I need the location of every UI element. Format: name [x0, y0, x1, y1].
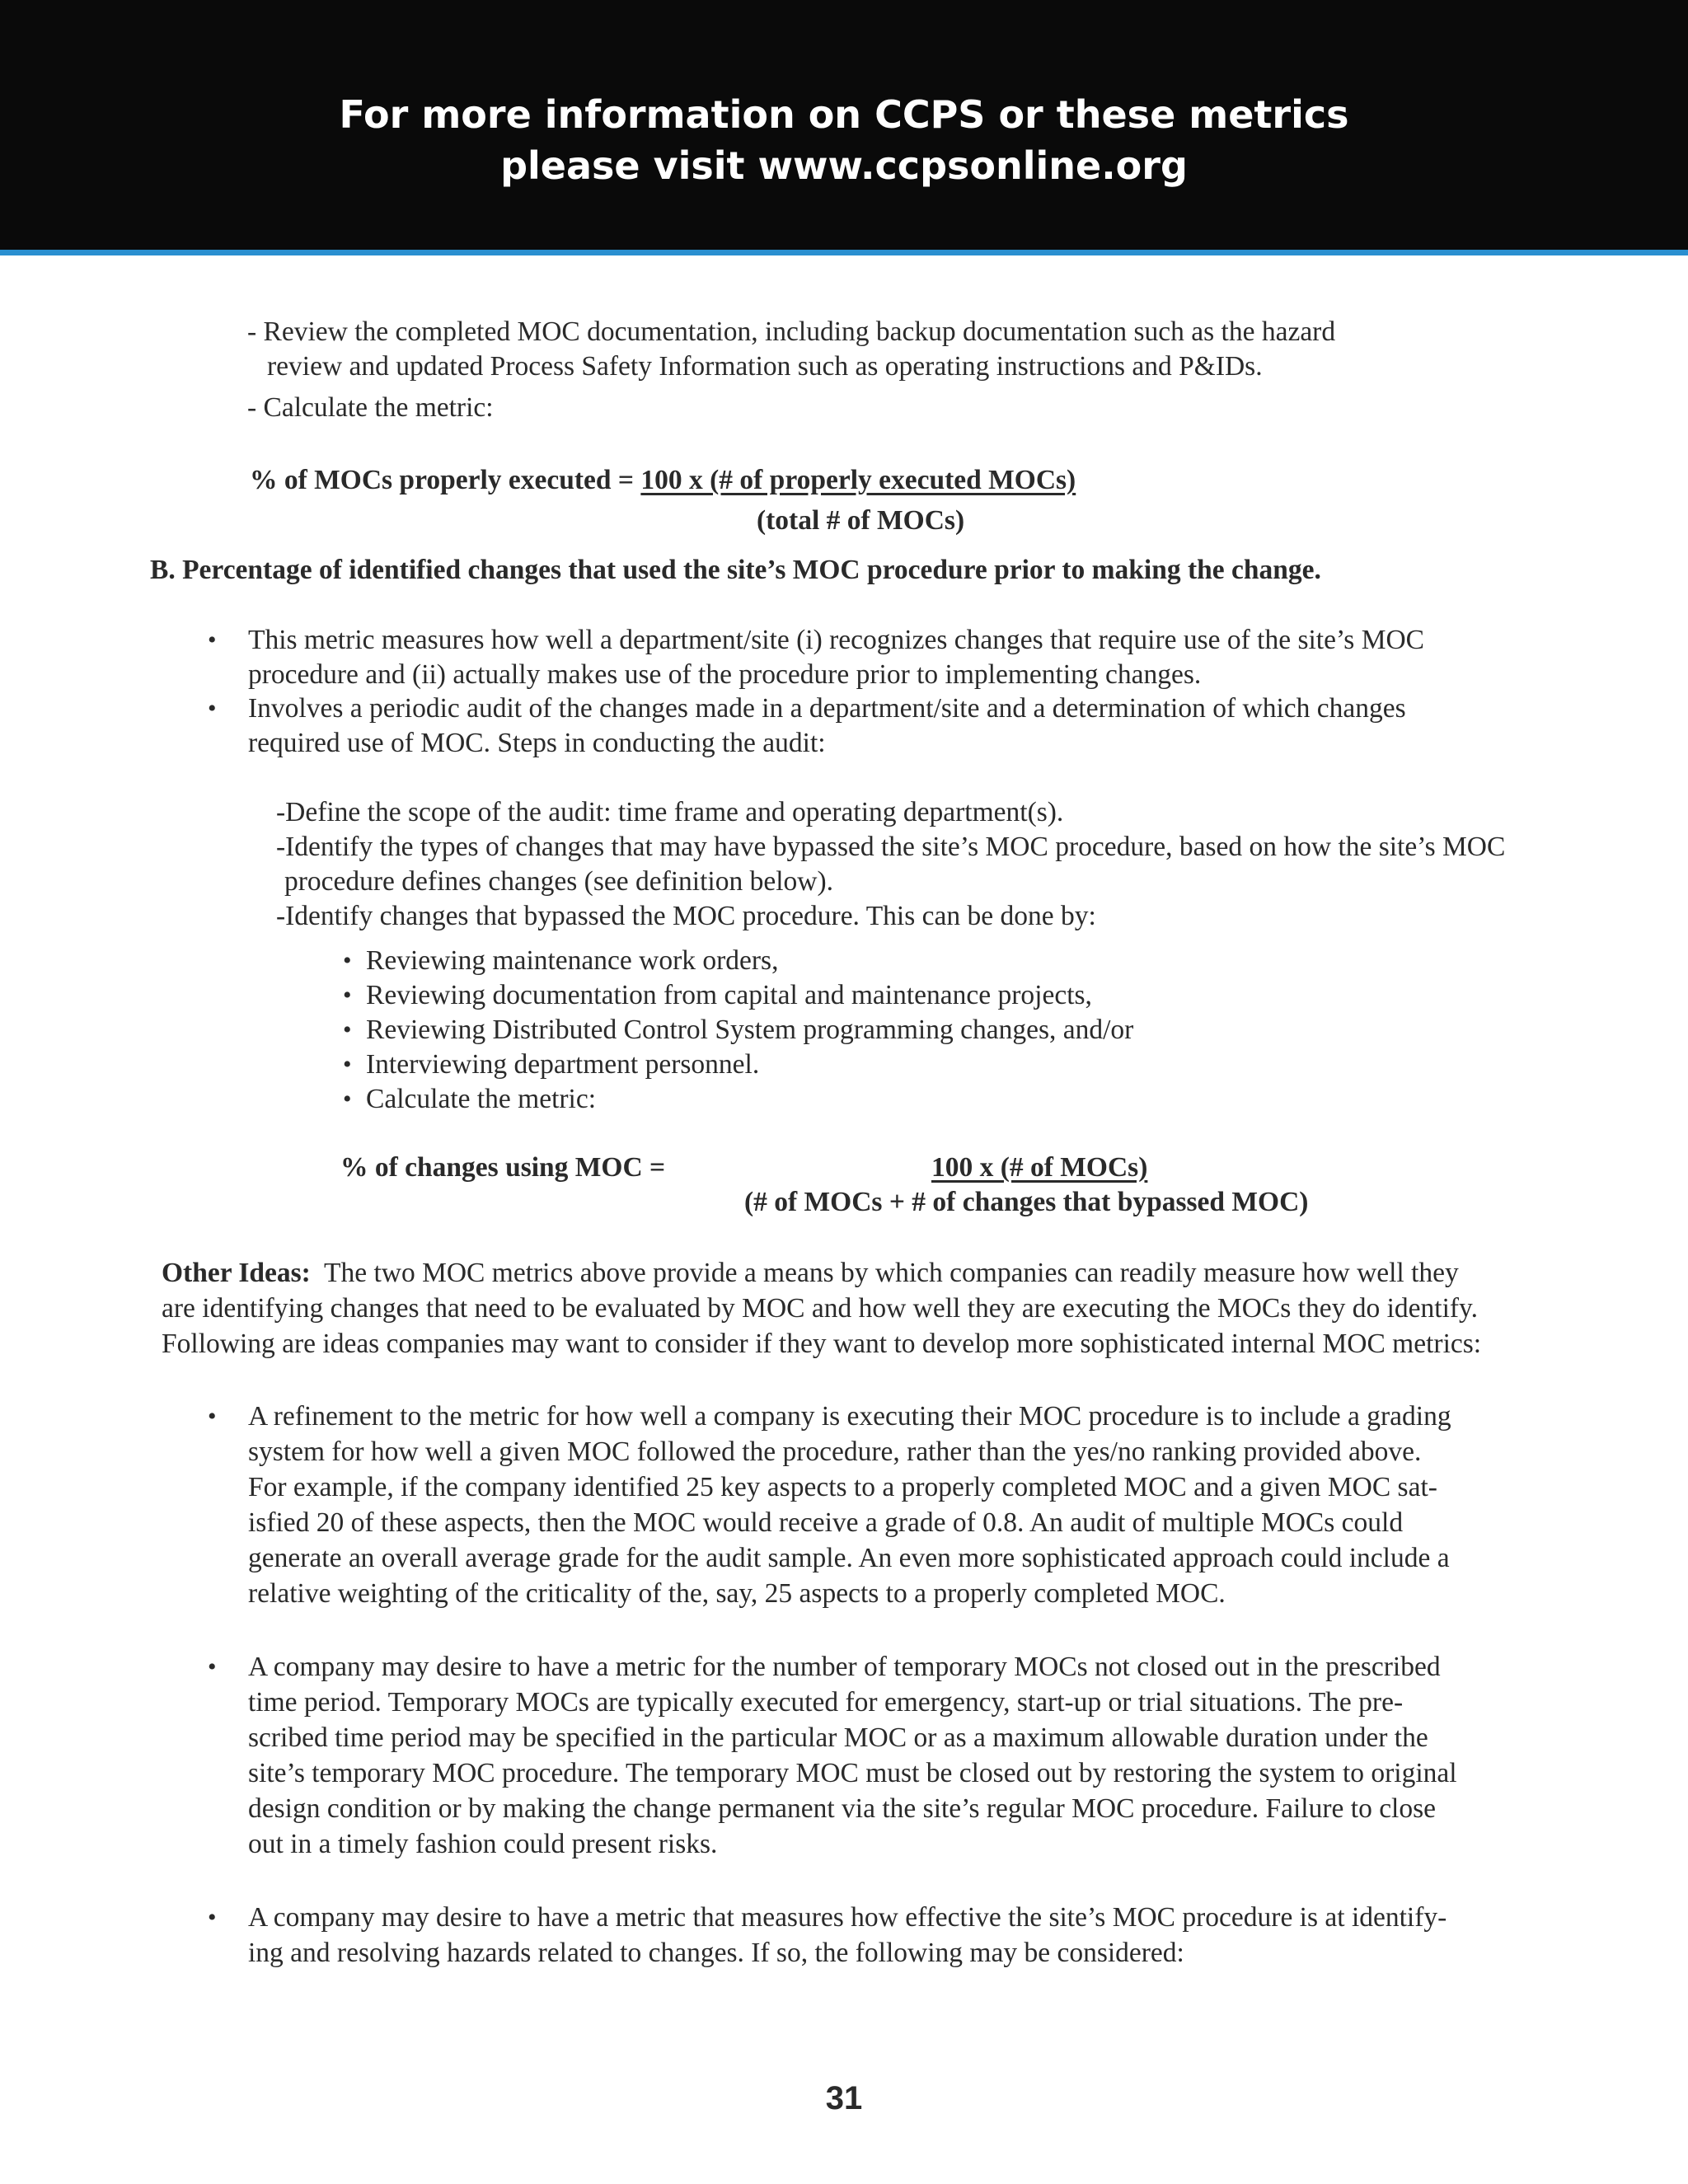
idea-2-line-4: site’s temporary MOC procedure. The temporary MOC must be closed out by restoring the system to original: [248, 1758, 1457, 1788]
formula-a-numerator: 100 x (# of properly executed MOCs): [640, 465, 1076, 495]
section-b-bullet-1-line-2: procedure and (ii) actually makes use of the procedure prior to implementing changes.: [248, 659, 1202, 690]
header-banner: [0, 0, 1688, 255]
formula-a-denominator: (total # of MOCs): [757, 505, 965, 536]
header-text: [0, 89, 1688, 191]
audit-step-2-line-2: procedure defines changes (see definition below).: [284, 866, 834, 897]
section-b-bullet-1-line-1: This metric measures how well a department/site (i) recognizes changes that require use of the site’s MOC: [248, 625, 1425, 655]
bullet-dot: •: [343, 982, 352, 1009]
other-ideas-intro-3: Following are ideas companies may want to consider if they want to develop more sophisticated internal MOC metrics:: [162, 1329, 1482, 1359]
review-step-line-2: review and updated Process Safety Information such as operating instructions and P&IDs.: [267, 351, 1263, 382]
section-b-heading: B. Percentage of identified changes that used the site’s MOC procedure prior to making the change.: [150, 555, 1321, 585]
idea-2-line-1: A company may desire to have a metric for the number of temporary MOCs not closed out in the prescribed: [248, 1652, 1441, 1682]
bullet-dot: •: [208, 695, 217, 722]
idea-3-line-1: A company may desire to have a metric that measures how effective the site’s MOC procedure is at identify-: [248, 1902, 1447, 1933]
formula-b-numerator: 100 x (# of MOCs): [931, 1152, 1148, 1183]
calculate-step: - Calculate the metric:: [247, 392, 494, 423]
formula-b-lhs: % of changes using MOC =: [340, 1152, 666, 1183]
other-ideas-line-1: [162, 1256, 1459, 1291]
other-ideas-label: Other Ideas:: [162, 1258, 311, 1288]
idea-1-line-4: isfied 20 of these aspects, then the MOC would receive a grade of 0.8. An audit of multiple MOCs could: [248, 1507, 1404, 1538]
bullet-dot: •: [343, 1051, 352, 1078]
page-number: 31: [825, 2080, 863, 2116]
idea-2-line-3: scribed time period may be specified in the particular MOC or as a maximum allowable duration under the: [248, 1722, 1428, 1753]
formula-a-lhs: % of MOCs properly executed =: [250, 465, 641, 495]
formula-b-denominator: (# of MOCs + # of changes that bypassed MOC): [744, 1187, 1309, 1217]
idea-2-line-2: time period. Temporary MOCs are typically executed for emergency, start-up or trial situations. The pre-: [248, 1687, 1404, 1718]
audit-step-1: -Define the scope of the audit: time frame and operating department(s).: [276, 797, 1064, 827]
idea-1-line-5: generate an overall average grade for the audit sample. An even more sophisticated approach could include a: [248, 1543, 1450, 1573]
bullet-dot: •: [208, 1653, 217, 1680]
sub-bullet-4: Interviewing department personnel.: [366, 1049, 760, 1080]
idea-1-line-1: A refinement to the metric for how well a company is executing their MOC procedure is to include a grading: [248, 1401, 1451, 1432]
bullet-dot: •: [208, 1403, 217, 1430]
idea-3-line-2: ing and resolving hazards related to changes. If so, the following may be considered:: [248, 1938, 1184, 1968]
review-step-line-1: - Review the completed MOC documentation, including backup documentation such as the hazard: [247, 316, 1336, 347]
sub-bullet-5: Calculate the metric:: [366, 1084, 597, 1114]
bullet-dot: •: [208, 626, 217, 654]
idea-2-line-5: design condition or by making the change permanent via the site’s regular MOC procedure. Failure to close: [248, 1793, 1437, 1824]
section-b-bullet-2-line-2: required use of MOC. Steps in conducting the audit:: [248, 728, 826, 758]
bullet-dot: •: [343, 1085, 352, 1113]
other-ideas-intro-2: are identifying changes that need to be evaluated by MOC and how well they are executing the MOCs they do identify.: [162, 1293, 1478, 1324]
audit-step-3: -Identify changes that bypassed the MOC procedure. This can be done by:: [276, 901, 1096, 931]
other-ideas-intro-1: The two MOC metrics above provide a means by which companies can readily measure how well they: [310, 1258, 1459, 1288]
header-line-1: For more information on CCPS or these metrics: [339, 92, 1349, 137]
audit-step-2-line-1: -Identify the types of changes that may have bypassed the site’s MOC procedure, based on how the site’s MOC: [276, 832, 1506, 862]
bullet-dot: •: [343, 947, 352, 974]
idea-2-line-6: out in a timely fashion could present risks.: [248, 1829, 718, 1859]
sub-bullet-1: Reviewing maintenance work orders,: [366, 945, 779, 976]
sub-bullet-2: Reviewing documentation from capital and maintenance projects,: [366, 980, 1092, 1010]
idea-1-line-3: For example, if the company identified 25 key aspects to a properly completed MOC and a given MOC sat-: [248, 1472, 1437, 1502]
formula-a-label: [250, 463, 1076, 498]
sub-bullet-3: Reviewing Distributed Control System programming changes, and/or: [366, 1015, 1134, 1045]
idea-1-line-6: relative weighting of the criticality of the, say, 25 aspects to a properly completed MOC.: [248, 1578, 1226, 1609]
idea-1-line-2: system for how well a given MOC followed the procedure, rather than the yes/no ranking provided above.: [248, 1436, 1422, 1467]
header-line-2: please visit www.ccpsonline.org: [500, 143, 1188, 188]
bullet-dot: •: [343, 1016, 352, 1043]
section-b-bullet-2-line-1: Involves a periodic audit of the changes made in a department/site and a determination of which changes: [248, 693, 1406, 724]
bullet-dot: •: [208, 1904, 217, 1931]
